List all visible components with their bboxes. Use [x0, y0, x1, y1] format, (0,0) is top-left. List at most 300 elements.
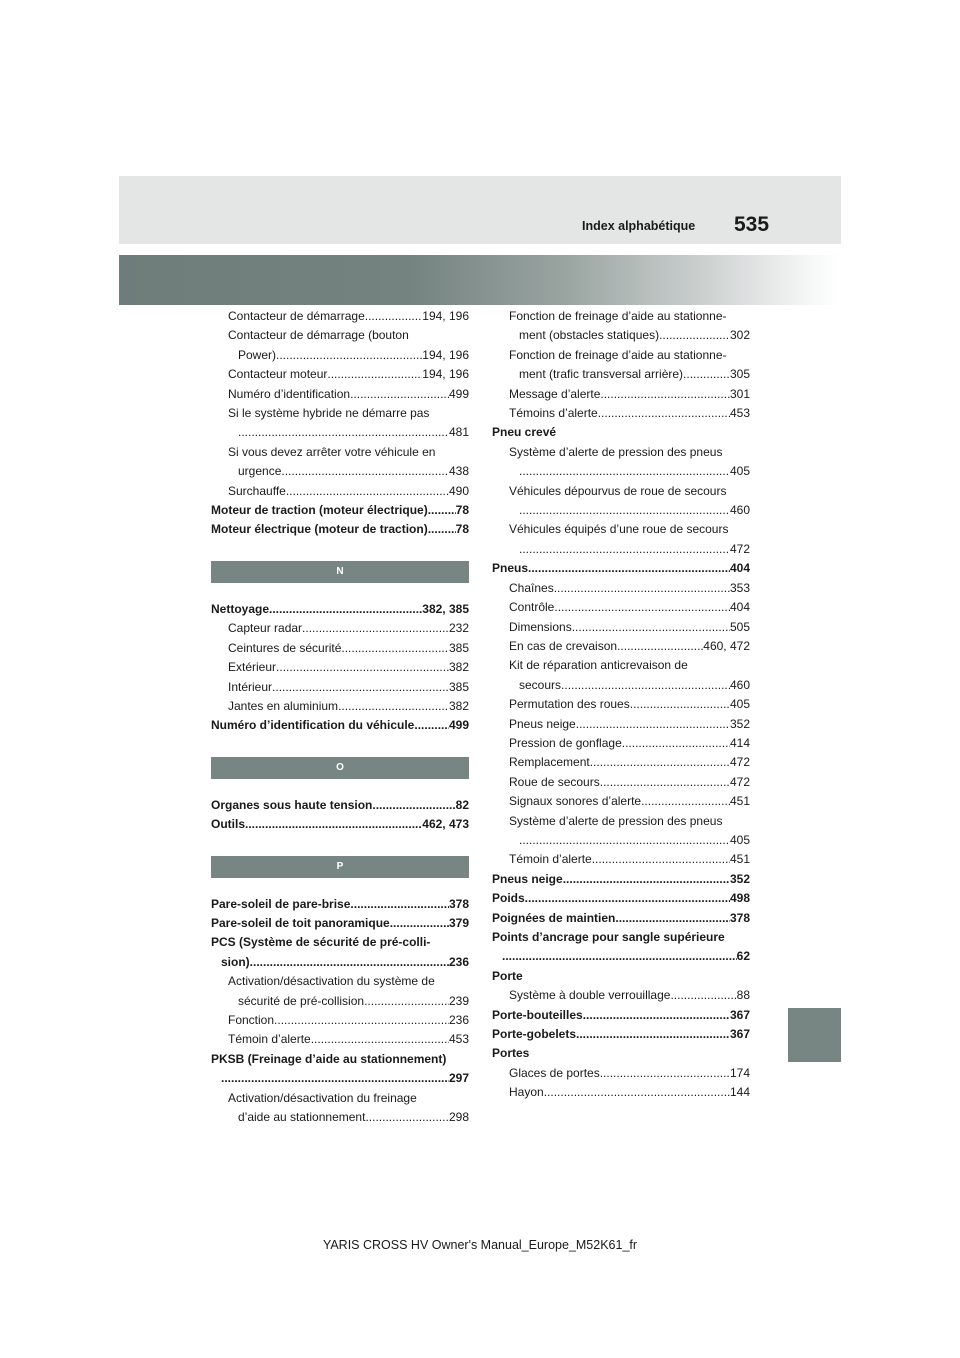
index-subentry	[211, 385, 469, 404]
entry-text: Remplacement	[509, 755, 590, 770]
entry-text-line: Système d’alerte de pression des pneus	[509, 813, 723, 828]
index-subentry	[492, 812, 750, 851]
index-subentry	[492, 307, 750, 346]
entry-page-ref: 353	[729, 580, 750, 595]
entry-text: Moteur de traction (moteur électrique)	[211, 503, 428, 518]
entry-text: Contacteur de démarrage	[228, 309, 365, 323]
entry-page-ref: 88	[736, 988, 750, 1003]
index-entry	[492, 1025, 750, 1044]
entry-text-line: Fonction de freinage d’aide au stationne-	[509, 347, 727, 362]
entry-row	[509, 753, 750, 772]
entry-page-ref: 499	[448, 718, 469, 733]
entry-page-ref: 236	[448, 1012, 469, 1027]
entry-text: Contacteur moteur	[228, 367, 328, 382]
entry-row	[211, 796, 469, 815]
index-subentry	[492, 695, 750, 714]
entry-page-ref: 382, 385	[422, 601, 469, 616]
entry-row	[509, 831, 750, 850]
entry-text: Pare-soleil de toit panoramique	[211, 915, 390, 930]
dot-leader	[622, 734, 730, 753]
entry-row	[492, 870, 750, 889]
entry-text: Poids	[492, 891, 525, 906]
dot-leader	[221, 1069, 449, 1088]
index-entry	[492, 967, 750, 986]
entry-text: urgence	[238, 464, 282, 479]
entry-page-ref: 499	[448, 386, 469, 401]
index-subentry	[211, 1011, 469, 1030]
page-number: 535	[734, 213, 770, 236]
entry-text: Permutation des roues	[509, 697, 630, 712]
entry-row	[228, 1030, 469, 1049]
dot-leader	[269, 600, 422, 619]
dot-leader	[576, 1025, 730, 1044]
entry-page-ref: 405	[729, 697, 750, 712]
entry-text: Pneus neige	[492, 871, 563, 886]
entry-page-ref: 232	[448, 621, 469, 636]
entry-page-ref: 414	[729, 735, 750, 750]
entry-text-line: Véhicules dépourvus de roue de secours	[509, 483, 727, 498]
dot-leader	[554, 579, 730, 598]
entry-text: Numéro d’identification	[228, 386, 351, 401]
entry-row	[509, 637, 750, 656]
entry-text: sion)	[221, 954, 250, 969]
entry-row	[492, 909, 750, 928]
index-subentry	[492, 1064, 750, 1083]
dot-leader	[630, 695, 730, 714]
index-entry	[211, 796, 469, 815]
dot-leader	[272, 678, 449, 697]
entry-text: Glaces de portes	[509, 1065, 600, 1080]
entry-text-line: Kit de réparation anticrevaison de	[509, 658, 688, 673]
entry-page-ref: 174	[729, 1065, 750, 1080]
index-subentry	[492, 618, 750, 637]
dot-leader	[572, 618, 730, 637]
index-subentry	[492, 579, 750, 598]
entry-page-ref: 462, 473	[422, 817, 469, 832]
index-entry	[211, 895, 469, 914]
entry-text: Poignées de maintien	[492, 910, 616, 925]
header-band	[119, 176, 841, 244]
entry-text: Power)	[238, 347, 277, 362]
index-subentry	[211, 972, 469, 1011]
index-subentry	[492, 346, 750, 385]
index-subentry	[492, 385, 750, 404]
entry-row	[492, 559, 750, 578]
entry-text: Chaînes	[509, 580, 554, 595]
entry-page-ref: 405	[729, 464, 750, 479]
entry-page-ref: 78	[455, 503, 469, 518]
index-entry	[492, 1006, 750, 1025]
entry-row	[211, 953, 469, 972]
dot-leader	[519, 540, 730, 559]
dot-leader	[341, 639, 449, 658]
entry-text-line: Activation/désactivation du freinage	[228, 1090, 417, 1105]
index-subentry	[211, 1089, 469, 1128]
entry-text: Système à double verrouillage	[509, 988, 671, 1003]
dot-leader	[250, 953, 449, 972]
entry-text: ment (trafic transversal arrière)	[519, 367, 684, 382]
dot-leader	[245, 815, 422, 834]
entry-text: sécurité de pré-collision	[238, 993, 365, 1008]
index-column-right	[492, 307, 750, 1103]
entry-page-ref: 194, 196	[422, 367, 469, 382]
dot-leader	[598, 404, 730, 423]
letter-heading-n: N	[211, 561, 469, 583]
entry-text-line: Contacteur de démarrage (bouton	[228, 328, 409, 343]
index-subentry	[492, 656, 750, 695]
entry-text: Témoin d’alerte	[228, 1032, 311, 1047]
dot-leader	[600, 1064, 730, 1083]
dot-leader	[414, 716, 449, 735]
index-entry	[211, 914, 469, 933]
entry-text-line: Système d’alerte de pression des pneus	[509, 444, 723, 459]
dot-leader	[338, 697, 449, 716]
index-subentry	[492, 773, 750, 792]
entry-row	[509, 501, 750, 520]
dot-leader	[274, 1011, 449, 1030]
entry-row	[228, 639, 469, 658]
entry-page-ref: 297	[448, 1071, 469, 1086]
entry-page-ref: 367	[729, 1027, 750, 1042]
index-subentry	[492, 715, 750, 734]
dot-leader	[390, 914, 449, 933]
entry-text: Ceintures de sécurité	[228, 640, 342, 655]
index-entry	[492, 928, 750, 967]
entry-text-line: PKSB (Freinage d’aide au stationnement)	[211, 1051, 447, 1066]
entry-row	[211, 895, 469, 914]
entry-page-ref: 404	[729, 600, 750, 615]
index-subentry	[211, 443, 469, 482]
index-subentry	[492, 986, 750, 1005]
entry-text: Porte	[492, 968, 523, 983]
entry-page-ref: 144	[729, 1085, 750, 1100]
dot-leader	[519, 831, 730, 850]
index-entry	[211, 501, 469, 520]
entry-page-ref: 378	[729, 910, 750, 925]
entry-page-ref: 472	[729, 755, 750, 770]
entry-row	[492, 423, 750, 442]
index-entry	[211, 1050, 469, 1089]
dot-leader	[554, 598, 730, 617]
index-subentry	[211, 639, 469, 658]
entry-page-ref: 62	[736, 949, 750, 964]
index-subentry	[492, 850, 750, 869]
entry-text: Surchauffe	[228, 483, 286, 498]
entry-row	[509, 850, 750, 869]
entry-text: Dimensions	[509, 619, 572, 634]
dot-leader	[238, 423, 449, 442]
entry-row	[228, 365, 469, 384]
entry-row	[509, 676, 750, 695]
entry-text: Pare-soleil de pare-brise	[211, 896, 351, 911]
section-title: Index alphabétique	[582, 219, 696, 233]
entry-row	[509, 734, 750, 753]
dot-leader	[641, 792, 730, 811]
entry-page-ref: 239	[448, 993, 469, 1008]
entry-row	[492, 947, 750, 966]
index-subentry	[492, 443, 750, 482]
index-entry	[492, 870, 750, 889]
entry-text: Témoin d’alerte	[509, 852, 592, 867]
entry-row	[509, 385, 750, 404]
entry-page-ref: 352	[729, 716, 750, 731]
entry-page-ref: 302	[729, 328, 750, 343]
entry-page-ref: 472	[729, 541, 750, 556]
entry-row	[228, 992, 469, 1011]
index-subentry	[211, 1030, 469, 1049]
entry-page-ref: 305	[729, 367, 750, 382]
entry-row	[492, 1025, 750, 1044]
dot-leader	[350, 895, 449, 914]
dot-leader	[683, 365, 730, 384]
entry-text: Roue de secours	[509, 774, 600, 789]
entry-page-ref: 236	[448, 954, 469, 969]
entry-page-ref: 382	[448, 698, 469, 713]
entry-page-ref: 404	[729, 561, 750, 576]
entry-text: Porte-gobelets	[492, 1027, 577, 1042]
entry-text: Moteur électrique (moteur de traction)	[211, 522, 428, 537]
entry-page-ref: 379	[448, 915, 469, 930]
entry-page-ref: 451	[729, 852, 750, 867]
dot-leader	[583, 1006, 730, 1025]
entry-page-ref: 385	[448, 679, 469, 694]
index-entry	[492, 909, 750, 928]
entry-row	[211, 520, 469, 539]
index-subentry	[211, 697, 469, 716]
dot-leader	[544, 1083, 730, 1102]
entry-row	[228, 462, 469, 481]
dot-leader	[428, 501, 456, 520]
index-entry	[211, 520, 469, 539]
entry-row	[509, 598, 750, 617]
entry-text: Extérieur	[228, 660, 277, 675]
entry-row	[228, 658, 469, 677]
index-subentry	[211, 482, 469, 501]
entry-text: Portes	[492, 1046, 530, 1061]
entry-text: Témoins d’alerte	[509, 406, 598, 421]
chapter-thumb-tab	[788, 1008, 841, 1062]
index-subentry	[492, 637, 750, 656]
index-subentry	[492, 482, 750, 521]
dot-leader	[670, 986, 736, 1005]
entry-page-ref: 352	[729, 871, 750, 886]
entry-page-ref: 438	[448, 464, 469, 479]
entry-row	[509, 986, 750, 1005]
entry-row	[228, 482, 469, 501]
entry-row	[509, 462, 750, 481]
entry-text-line: Activation/désactivation du système de	[228, 974, 435, 989]
entry-row	[509, 326, 750, 345]
entry-page-ref: 298	[448, 1110, 469, 1124]
entry-page-ref: 405	[729, 832, 750, 847]
dot-leader	[281, 462, 449, 481]
entry-page-ref: 451	[729, 794, 750, 809]
entry-page-ref: 460	[729, 677, 750, 692]
entry-row	[509, 365, 750, 384]
entry-page-ref: 194, 196	[422, 347, 469, 362]
entry-row	[228, 423, 469, 442]
index-subentry	[211, 404, 469, 443]
entry-text: Message d’alerte	[509, 386, 601, 401]
entry-row	[509, 404, 750, 423]
dot-leader	[286, 482, 449, 501]
dot-leader	[600, 773, 730, 792]
entry-page-ref: 453	[448, 1032, 469, 1047]
index-entry	[211, 600, 469, 619]
entry-text: Hayon	[509, 1085, 544, 1100]
entry-row	[509, 773, 750, 792]
index-entry	[211, 933, 469, 972]
index-subentry	[492, 753, 750, 772]
dot-leader	[519, 501, 730, 520]
dot-leader	[365, 307, 423, 326]
entry-text: Contrôle	[509, 600, 555, 615]
entry-row	[211, 716, 469, 735]
dot-leader	[276, 346, 422, 365]
footer-text: YARIS CROSS HV Owner's Manual_Europe_M52K61_fr	[322, 1238, 638, 1252]
dot-leader	[428, 520, 456, 539]
entry-row	[492, 889, 750, 908]
dot-leader	[617, 637, 703, 656]
entry-row	[492, 1006, 750, 1025]
entry-text: ment (obstacles statiques)	[519, 328, 660, 343]
index-subentry	[211, 658, 469, 677]
entry-page-ref: 498	[729, 891, 750, 906]
dot-leader	[364, 992, 449, 1011]
entry-page-ref: 460, 472	[703, 638, 750, 653]
entry-page-ref: 453	[729, 406, 750, 421]
index-entry	[492, 889, 750, 908]
entry-row	[211, 600, 469, 619]
dot-leader	[563, 870, 730, 889]
letter-heading-o: O	[211, 757, 469, 779]
index-subentry	[211, 619, 469, 638]
entry-text: d’aide au stationnement	[238, 1110, 366, 1124]
entry-row	[492, 1044, 750, 1063]
dot-leader	[592, 850, 730, 869]
entry-page-ref: 382	[448, 660, 469, 675]
entry-page-ref: 385	[448, 640, 469, 655]
entry-text-line: Points d’ancrage pour sangle supérieure	[492, 930, 725, 944]
entry-page-ref: 367	[729, 1007, 750, 1022]
entry-page-ref: 490	[448, 483, 469, 498]
entry-page-ref: 78	[455, 522, 469, 537]
entry-page-ref: 82	[455, 797, 469, 812]
dot-leader	[525, 889, 730, 908]
entry-row	[509, 1064, 750, 1083]
dot-leader	[502, 947, 737, 966]
index-subentry	[211, 326, 469, 365]
dot-leader	[519, 462, 730, 481]
entry-row	[228, 619, 469, 638]
index-subentry	[211, 678, 469, 697]
entry-row	[228, 697, 469, 716]
entry-text: Capteur radar	[228, 621, 303, 636]
entry-row	[509, 695, 750, 714]
index-subentry	[211, 307, 469, 326]
entry-row	[509, 792, 750, 811]
entry-row	[492, 967, 750, 986]
dot-leader	[311, 1030, 449, 1049]
index-subentry	[492, 520, 750, 559]
dot-leader	[372, 796, 455, 815]
entry-row	[228, 346, 469, 365]
entry-page-ref: 481	[448, 425, 469, 440]
entry-text: Pneu crevé	[492, 425, 557, 440]
entry-row	[228, 1011, 469, 1030]
entry-text-line: Fonction de freinage d’aide au stationne-	[509, 309, 727, 323]
entry-row	[211, 501, 469, 520]
entry-row	[509, 579, 750, 598]
entry-text: Numéro d’identification du véhicule	[211, 718, 415, 733]
index-subentry	[492, 1083, 750, 1102]
entry-text: Pneus neige	[509, 716, 576, 731]
entry-text: En cas de crevaison	[509, 638, 618, 653]
index-entry	[211, 815, 469, 834]
entry-row	[211, 815, 469, 834]
header-gradient-bar	[119, 255, 841, 305]
index-subentry	[492, 734, 750, 753]
entry-page-ref: 460	[729, 503, 750, 518]
entry-row	[509, 618, 750, 637]
index-column-left	[211, 307, 469, 1127]
entry-text: Outils	[211, 817, 246, 832]
dot-leader	[600, 385, 730, 404]
entry-row	[211, 1069, 469, 1088]
letter-heading-p: P	[211, 856, 469, 878]
index-subentry	[492, 404, 750, 423]
entry-row	[228, 678, 469, 697]
dot-leader	[302, 619, 449, 638]
entry-row	[509, 715, 750, 734]
entry-page-ref: 301	[729, 386, 750, 401]
entry-text-line: Si vous devez arrêter votre véhicule en	[228, 444, 436, 459]
entry-text-line: Véhicules équipés d’une roue de secours	[509, 522, 729, 537]
index-subentry	[492, 598, 750, 617]
entry-text: Intérieur	[228, 679, 273, 694]
entry-row	[228, 385, 469, 404]
entry-text: Jantes en aluminium	[228, 698, 339, 713]
dot-leader	[659, 326, 730, 345]
entry-row	[509, 540, 750, 559]
entry-text: Fonction	[228, 1012, 275, 1027]
entry-text-line: Si le système hybride ne démarre pas	[228, 406, 430, 421]
dot-leader	[576, 715, 730, 734]
entry-page-ref: 378	[448, 896, 469, 911]
entry-page-ref: 505	[729, 619, 750, 634]
entry-page-ref: 194, 196	[422, 309, 469, 323]
index-subentry	[492, 792, 750, 811]
index-entry	[211, 716, 469, 735]
entry-text: Signaux sonores d’alerte	[509, 794, 642, 809]
entry-row	[228, 307, 469, 326]
dot-leader	[365, 1108, 449, 1127]
entry-row	[509, 1083, 750, 1102]
entry-text: secours	[519, 677, 562, 692]
entry-text: Pression de gonflage	[509, 735, 622, 750]
dot-leader	[276, 658, 449, 677]
entry-text-line: PCS (Système de sécurité de pré-colli-	[211, 935, 431, 950]
dot-leader	[615, 909, 730, 928]
dot-leader	[327, 365, 422, 384]
entry-row	[228, 1108, 469, 1127]
entry-text: Porte-bouteilles	[492, 1007, 583, 1022]
index-entry	[492, 423, 750, 442]
entry-page-ref: 472	[729, 774, 750, 789]
entry-text: Nettoyage	[211, 601, 270, 616]
dot-leader	[350, 385, 449, 404]
dot-leader	[528, 559, 730, 578]
